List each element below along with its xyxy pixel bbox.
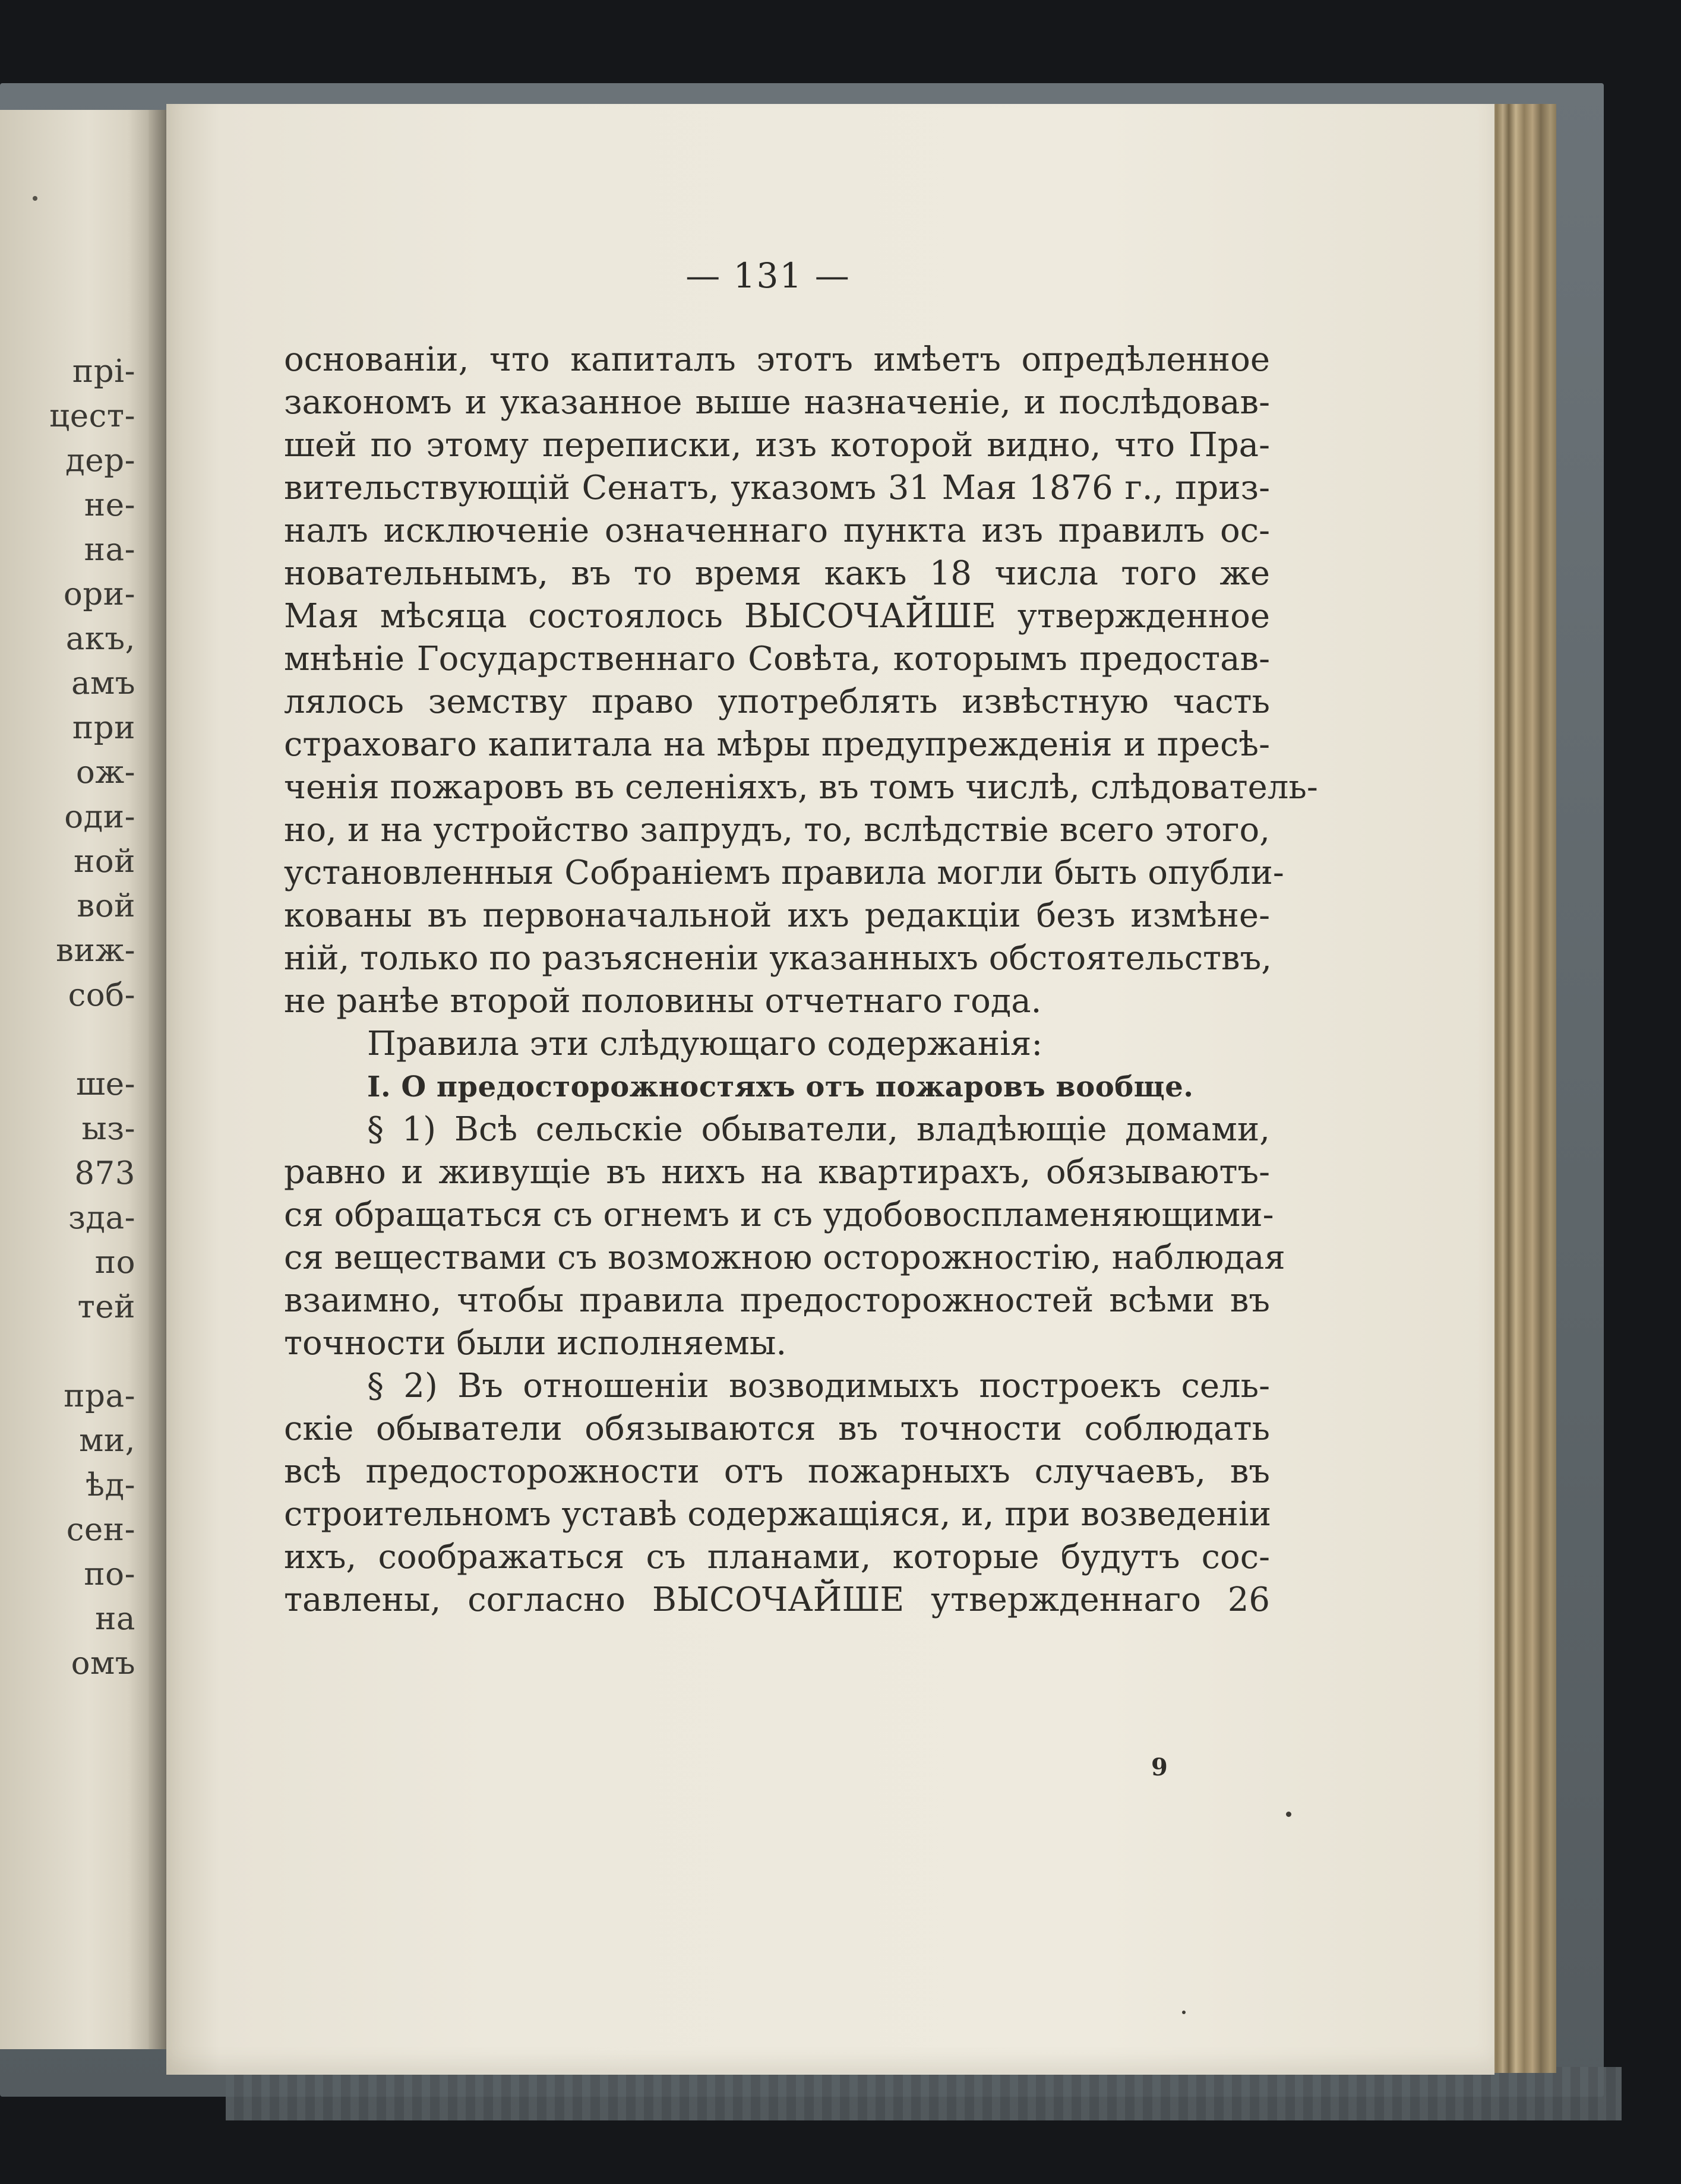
left-fragment: по- xyxy=(84,1556,135,1592)
left-fragment: ѣд- xyxy=(85,1467,135,1503)
left-fragment: по xyxy=(94,1244,135,1281)
body-text xyxy=(284,339,1318,1622)
left-fragment: ори- xyxy=(63,576,135,612)
left-fragment: амъ xyxy=(71,665,135,701)
text-line: страховаго капитала на мѣры предупрежденія и пресѣ- xyxy=(284,725,1270,764)
text-line: лялось земству право употреблять извѣстную часть xyxy=(284,682,1270,721)
text-line: кованы въ первоначальной ихъ редакціи безъ измѣне- xyxy=(284,896,1270,935)
text-line: ченія пожаровъ въ селеніяхъ, въ томъ числѣ, слѣдователь- xyxy=(284,768,1318,807)
page-number xyxy=(0,255,1681,296)
text-line: тавлены, согласно ВЫСОЧАЙШЕ утвержденнаго 26 xyxy=(284,1581,1270,1619)
cover-bottom-edge xyxy=(226,2067,1622,2120)
text-line: ся веществами съ возможною осторожностію, наблюдая xyxy=(284,1238,1285,1277)
paragraph-intro: Правила эти слѣдующаго содержанія: xyxy=(367,1025,1043,1063)
paragraph-2-start: § 2) Въ отношеніи возводимыхъ построекъ сель- xyxy=(367,1367,1270,1405)
text-line: равно и живущіе въ нихъ на квартирахъ, обязываютъ- xyxy=(284,1153,1270,1191)
text-line: ся обращаться съ огнемъ и съ удобовоспламеняющими- xyxy=(284,1196,1274,1234)
text-line: взаимно, чтобы правила предосторожностей всѣми въ xyxy=(284,1281,1270,1320)
left-page xyxy=(0,110,160,2049)
text-line: ній, только по разъясненіи указанныхъ обстоятельствъ, xyxy=(284,939,1272,978)
left-fragment: не- xyxy=(84,487,135,523)
text-line: закономъ и указанное выше назначеніе, и послѣдовав- xyxy=(284,383,1270,422)
left-fragment: вой xyxy=(77,888,135,924)
left-fragment: ной xyxy=(73,843,135,880)
left-fragment: прі- xyxy=(72,353,135,390)
left-fragment: зда- xyxy=(68,1200,135,1236)
left-fragment: на- xyxy=(84,532,135,568)
text-line: установленныя Собраніемъ правила могли быть опубли- xyxy=(284,854,1284,892)
left-fragment: пра- xyxy=(64,1378,135,1414)
text-line: но, и на устройство запрудъ, то, вслѣдствіе всего этого, xyxy=(284,811,1270,849)
page-number-text: — 131 — xyxy=(685,255,851,296)
print-speck xyxy=(1286,1812,1291,1817)
left-fragment: виж- xyxy=(56,933,135,969)
left-fragment: ше- xyxy=(75,1066,135,1102)
text-line: точности были исполняемы. xyxy=(284,1324,787,1363)
left-fragment: дер- xyxy=(65,443,135,479)
page-block-edges xyxy=(1491,104,1556,2073)
text-line: ихъ, соображаться съ планами, которые будутъ сос- xyxy=(284,1538,1270,1576)
print-speck xyxy=(1182,2011,1186,2014)
paragraph-1-start: § 1) Всѣ сельскіе обыватели, владѣющіе домами, xyxy=(367,1110,1270,1149)
text-line: налъ исключеніе означеннаго пункта изъ правилъ ос- xyxy=(284,511,1270,550)
left-fragment: на xyxy=(95,1601,135,1637)
text-line: новательнымъ, въ то время какъ 18 числа того же xyxy=(284,554,1270,593)
text-line: скіе обыватели обязываются въ точности соблюдать xyxy=(284,1409,1270,1448)
left-fragment: цест- xyxy=(49,398,135,434)
text-line: шей по этому переписки, изъ которой видно, что Пра- xyxy=(284,426,1270,464)
text-line: мнѣніе Государственнаго Совѣта, которымъ предостав- xyxy=(284,640,1270,678)
text-line: строительномъ уставѣ содержащіяся, и, при возведеніи xyxy=(284,1495,1272,1534)
left-fragment: акъ, xyxy=(65,621,135,657)
text-line: всѣ предосторожности отъ пожарныхъ случаевъ, въ xyxy=(284,1452,1270,1491)
text-line: вительствующій Сенатъ, указомъ 31 Мая 1876 г., приз- xyxy=(284,469,1270,507)
text-line: не ранѣе второй половины отчетнаго года. xyxy=(284,982,1042,1020)
left-fragment: оди- xyxy=(64,799,135,835)
left-fragment: ми, xyxy=(79,1423,135,1459)
text-line: основаніи, что капиталъ этотъ имѣетъ опредѣленное xyxy=(284,340,1270,379)
signature-mark: 9 xyxy=(1151,1753,1168,1781)
left-fragment: тей xyxy=(77,1289,135,1325)
left-fragment: ыз- xyxy=(81,1111,135,1147)
section-heading: I. О предосторожностяхъ отъ пожаровъ вообще. xyxy=(367,1070,1194,1104)
left-fragment: 873 xyxy=(74,1155,135,1191)
text-line: Мая мѣсяца состоялось ВЫСОЧАЙШЕ утвержденное xyxy=(284,597,1270,636)
print-speck xyxy=(33,196,37,201)
left-fragment: омъ xyxy=(71,1645,135,1682)
left-fragment: сен- xyxy=(66,1512,135,1548)
left-fragment: соб- xyxy=(68,977,135,1013)
left-fragment: ож- xyxy=(75,754,135,791)
left-fragment: при xyxy=(72,710,135,746)
